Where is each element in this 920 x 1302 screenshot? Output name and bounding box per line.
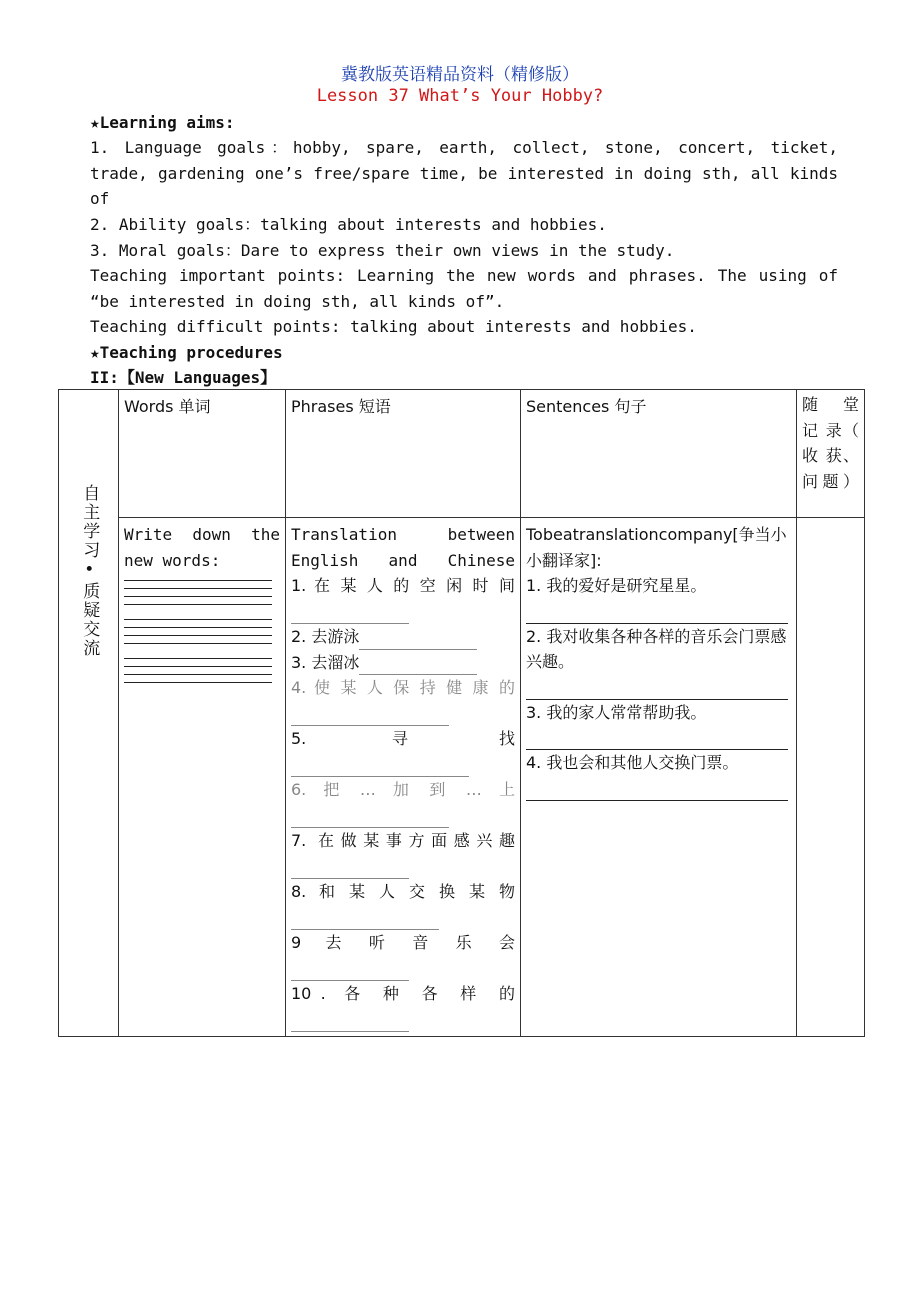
lesson-title: Lesson 37 What’s Your Hobby? bbox=[316, 86, 604, 106]
aim-moral-goals: 3. Moral goals：Dare to express their own views in the study. bbox=[90, 241, 675, 260]
series-title: 冀教版英语精品资料（精修版） bbox=[341, 65, 579, 85]
phrase-blank[interactable] bbox=[291, 803, 515, 829]
sentence-answer-line[interactable] bbox=[526, 725, 788, 750]
procedures-heading: ★Teaching procedures bbox=[90, 343, 283, 362]
learning-aims-heading: ★Learning aims: bbox=[90, 113, 235, 132]
sentence-item: 4. 我也会和其他人交换门票。 bbox=[526, 753, 739, 772]
words-prompt: Write down the new words: bbox=[124, 525, 280, 570]
phrase-blank[interactable] bbox=[291, 956, 515, 982]
sentence-item: 3. 我的家人常常帮助我。 bbox=[526, 702, 707, 722]
phrase-blank[interactable] bbox=[291, 752, 515, 778]
phrase-blank[interactable] bbox=[359, 631, 477, 650]
phrases-cell bbox=[286, 518, 521, 1037]
phrase-item: 1. 在 某 人 的 空 闲 时 间 bbox=[291, 576, 515, 595]
important-points: Teaching important points: Learning the new words and phrases. The using of “be interested in doing sth, all kinds of”. bbox=[90, 266, 838, 311]
words-header: Words 单词 bbox=[119, 390, 286, 518]
phrase-item: 8. 和 某 人 交 换 某 物 bbox=[291, 882, 515, 901]
table-content-row bbox=[59, 518, 865, 1037]
phrase-item: 4. 使 某 人 保 持 健 康 的 bbox=[291, 678, 515, 697]
aim-language-goals: 1. Language goals：hobby, spare, earth, collect, stone, concert, ticket, trade, gardening one’s free/spare time, be interested in doing sth, all kinds of bbox=[90, 138, 838, 208]
section-heading: II:【New Languages】 bbox=[90, 368, 277, 387]
phrase-blank[interactable] bbox=[291, 854, 515, 880]
phrase-item: 2. 去游泳 bbox=[291, 627, 360, 646]
table-header-row bbox=[59, 390, 865, 518]
notes-cell[interactable] bbox=[797, 518, 865, 1037]
sentence-answer-line[interactable] bbox=[526, 599, 788, 624]
sentence-item: 2. 我对收集各种各样的音乐会门票感兴趣。 bbox=[526, 626, 787, 671]
sentence-answer-line[interactable] bbox=[526, 776, 788, 801]
word-writing-lines[interactable] bbox=[124, 573, 280, 683]
aim-ability-goals: 2. Ability goals：talking about interests and hobbies. bbox=[90, 215, 607, 234]
side-label-cell bbox=[59, 390, 119, 1037]
sentences-cell bbox=[521, 518, 797, 1037]
phrase-item: 6. 把 … 加 到 … 上 bbox=[291, 780, 515, 799]
phrase-blank[interactable] bbox=[291, 905, 515, 931]
words-cell bbox=[119, 518, 286, 1037]
phrases-header: Phrases 短语 bbox=[286, 390, 521, 518]
phrases-intro: Translation between English and Chinese bbox=[291, 525, 515, 570]
phrase-item-row bbox=[291, 624, 515, 650]
phrase-item-row bbox=[291, 650, 515, 676]
phrase-blank[interactable] bbox=[291, 701, 515, 727]
phrase-item: 9 去 听 音 乐 会 bbox=[291, 933, 515, 952]
side-label: 自主学习•质疑交流 bbox=[79, 484, 100, 658]
sentences-intro: Tobeatranslationcompany[争当小小翻译家]: bbox=[526, 525, 787, 570]
phrase-blank[interactable] bbox=[291, 1007, 515, 1033]
phrase-blank[interactable] bbox=[291, 599, 515, 625]
sentence-answer-line[interactable] bbox=[526, 675, 788, 700]
phrase-item: 10 . 各 种 各 样 的 bbox=[291, 984, 515, 1003]
phrase-item: 5. 寻 找 bbox=[291, 729, 515, 748]
phrase-item: 7. 在做某事方面感兴趣 bbox=[291, 831, 515, 850]
sentences-header: Sentences 句子 bbox=[521, 390, 797, 518]
sentence-item: 1. 我的爱好是研究星星。 bbox=[526, 576, 707, 595]
notes-header: 随 堂 记 录（ 收 获、问题） bbox=[797, 390, 865, 518]
new-languages-table bbox=[58, 389, 865, 1037]
difficult-points: Teaching difficult points: talking about interests and hobbies. bbox=[90, 317, 697, 336]
phrase-blank[interactable] bbox=[359, 656, 477, 675]
phrase-item: 3. 去溜冰 bbox=[291, 652, 360, 672]
